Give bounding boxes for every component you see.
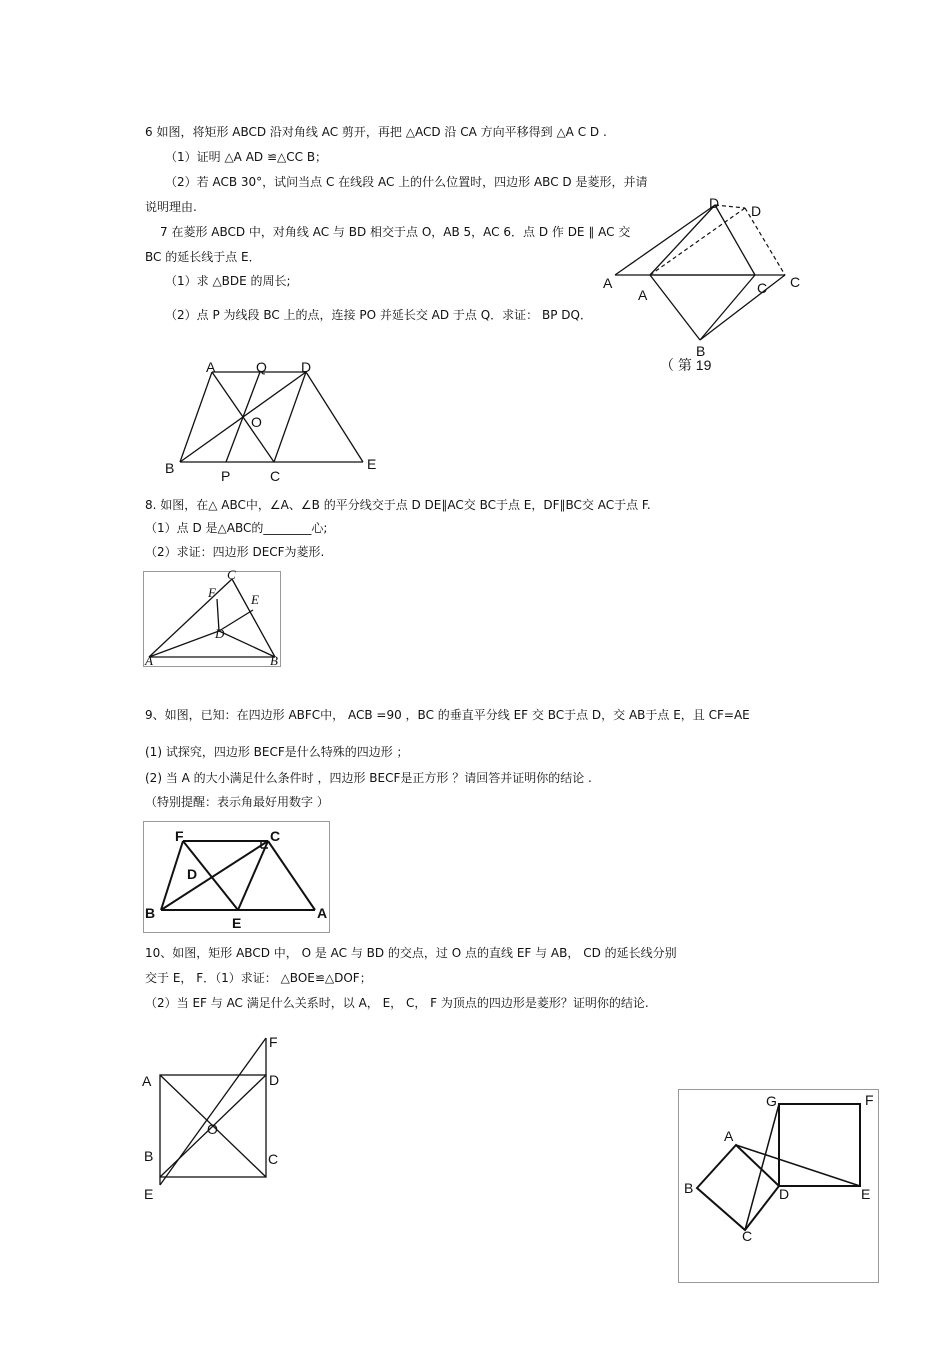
q10-line2: 交于 E， F．（1）求证： △BOE≌△DOF； — [145, 971, 372, 985]
q7-line4: （2）点 P 为线段 BC 上的点，连接 PO 并延长交 AD 于点 Q．求证： BP DQ． — [165, 308, 592, 322]
fig11-label-b: B — [684, 1180, 694, 1196]
figure-q9 — [143, 821, 331, 933]
fig8-label-c: C — [227, 567, 236, 582]
fig10-label-a: A — [142, 1073, 152, 1089]
q10-line1: 10、如图，矩形 ABCD 中， O 是 AC 与 BD 的交点，过 O 点的直线 EF 与 AB， CD 的延长线分别 — [145, 946, 677, 960]
q10-line3: （2）当 EF 与 AC 满足什么关系时，以 A， E， C， F 为顶点的四边形是菱形？证明你的结论. — [145, 996, 649, 1010]
figure-q10 — [140, 1030, 300, 1205]
fig11-label-a: A — [724, 1128, 734, 1144]
figure-squares — [678, 1089, 878, 1283]
fig19-label-d: D — [709, 195, 720, 211]
fig11-label-e: E — [861, 1186, 871, 1202]
fig10-label-e: E — [144, 1186, 154, 1202]
q9-line4: （特别提醒：表示角最好用数字 ） — [145, 795, 329, 809]
fig10-label-o: O — [207, 1121, 218, 1137]
q7-line3: （1）求 △BDE 的周长; — [165, 274, 291, 288]
fig9-label-d: D — [187, 866, 198, 882]
fig7-label-q: Q — [256, 359, 267, 375]
fig7-label-d: D — [301, 359, 312, 375]
fig8-label-b: B — [270, 653, 278, 668]
q9-line1: 9、如图，已知：在四边形 ABFC中， ACB =90 ，BC 的垂直平分线 EF 交 BC于点 D，交 AB于点 E，且 CF=AE — [145, 708, 750, 722]
q8-line2: （1）点 D 是△ABC的________心; — [145, 521, 328, 535]
fig19-label-a: A — [603, 275, 613, 291]
fig19-label-d2: D — [751, 203, 762, 219]
fig19-label-c: C — [757, 280, 768, 296]
fig7-label-p: P — [221, 468, 231, 484]
q9-line3: (2) 当 A 的大小满足什么条件时 ，四边形 BECF是正方形 ？请回答并证明你的结论 . — [145, 771, 592, 785]
fig11-label-d: D — [779, 1186, 790, 1202]
fig9-label-e: E — [232, 915, 242, 931]
q6-line3: （2）若 ACB 30°，试问当点 C 在线段 AC 上的什么位置时，四边形 ABC D 是菱形，并请 — [165, 175, 648, 189]
q7-line1: 7 在菱形 ABCD 中，对角线 AC 与 BD 相交于点 O，AB 5，AC 6．点 D 作 DE ∥ AC 交 — [160, 225, 631, 239]
fig7-label-a: A — [206, 359, 216, 375]
q6-line1: 6 如图，将矩形 ABCD 沿对角线 AC 剪开，再把 △ACD 沿 CA 方向平移得到 △A C D . — [145, 125, 607, 139]
fig11-label-f: F — [865, 1092, 874, 1108]
q9-line2: (1) 试探究，四边形 BECF是什么特殊的四边形 ； — [145, 745, 409, 759]
fig19-label-b: B — [696, 343, 706, 359]
fig8-label-a: A — [145, 653, 153, 668]
q8-line1: 8. 如图，在△ ABC中，∠A、∠B 的平分线交于点 D DE∥AC交 BC于点 E，DF∥BC交 AC于点 F. — [145, 498, 651, 512]
fig8-label-d: D — [215, 626, 225, 641]
q7-line2: BC 的延长线于点 E． — [145, 250, 261, 264]
q8-line3: （2）求证：四边形 DECF为菱形. — [145, 545, 325, 559]
fig9-label-b: B — [145, 905, 156, 921]
fig7-label-b: B — [165, 460, 175, 476]
fig9-label-f: F — [175, 828, 184, 844]
fig19-label-c2: C — [790, 274, 801, 290]
fig10-label-f: F — [269, 1034, 278, 1050]
q6-line2: （1）证明 △A AD ≌△CC B； — [165, 150, 328, 164]
fig8-label-e: E — [251, 592, 259, 607]
fig10-label-b: B — [144, 1148, 154, 1164]
fig7-label-e: E — [367, 456, 377, 472]
fig9-label-a: A — [317, 905, 328, 921]
fig19-caption: （ 第 19 — [660, 357, 712, 373]
fig11-label-c: C — [742, 1228, 753, 1244]
fig19-label-a2: A — [638, 287, 648, 303]
fig7-label-o: O — [251, 414, 262, 430]
figure-q8 — [143, 567, 281, 668]
fig10-label-c: C — [268, 1151, 279, 1167]
figure-q7 — [160, 355, 400, 490]
fig8-label-f: F — [208, 585, 216, 600]
q6-line4: 说明理由. — [145, 200, 197, 214]
fig9-label-c: C — [270, 828, 281, 844]
fig11-label-g: G — [766, 1093, 777, 1109]
fig10-label-d: D — [269, 1072, 280, 1088]
fig7-label-c: C — [270, 468, 281, 484]
figure-q6 — [600, 190, 820, 380]
